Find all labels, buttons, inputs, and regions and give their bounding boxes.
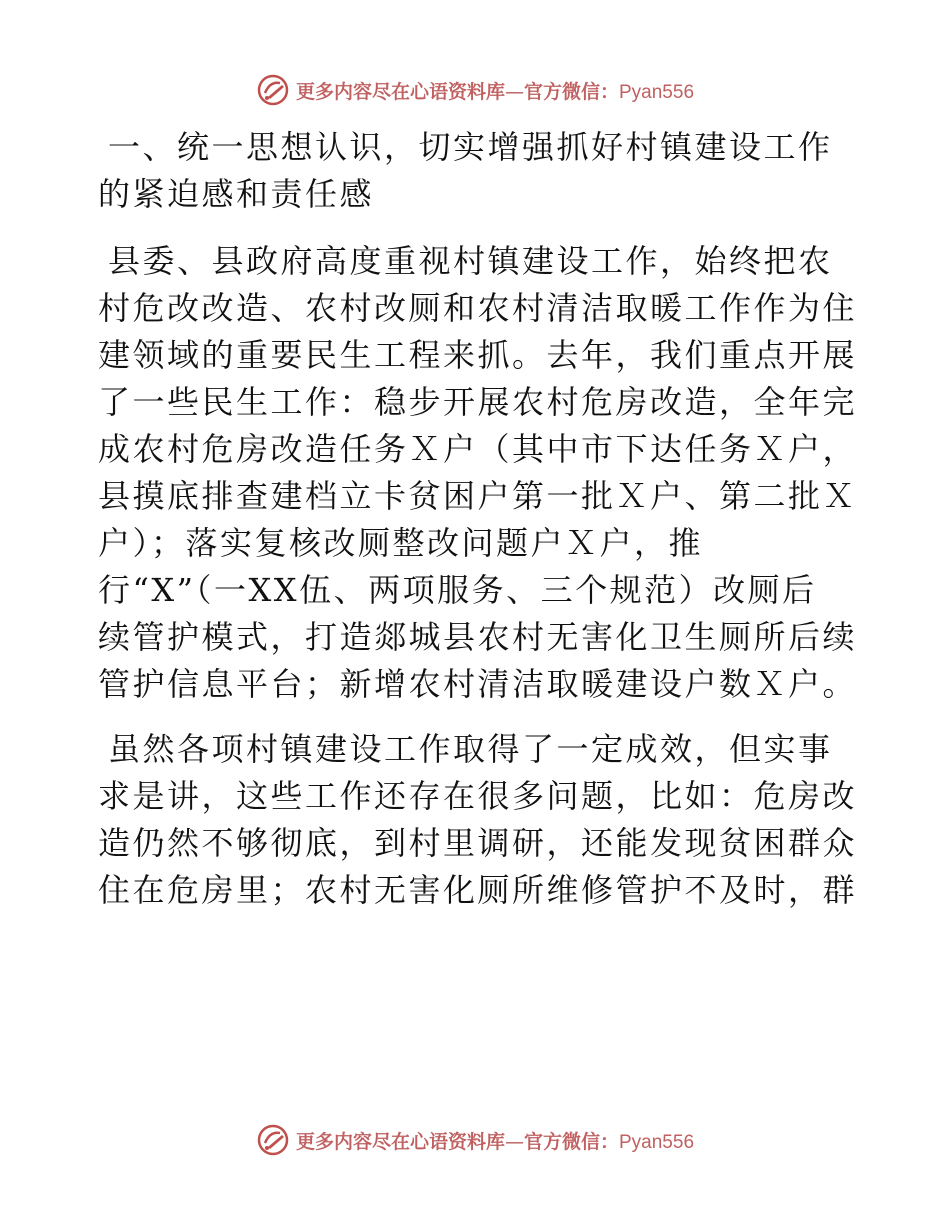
section-heading	[98, 124, 858, 218]
heading-line: 一、统一思想认识，切实增强抓好村镇建设工作	[108, 128, 833, 166]
document-body	[98, 124, 858, 932]
header-banner	[0, 70, 950, 110]
footer-brand-text: 更多内容尽在心语资料库	[295, 1130, 505, 1153]
paragraph-line: 了一些民生工作：稳步开展农村危房改造，全年完	[98, 383, 858, 421]
footer-separator: —	[504, 1130, 524, 1153]
paragraph-2	[98, 726, 858, 914]
header-banner-text	[296, 77, 694, 104]
header-wechat-account: Pyan556	[619, 81, 695, 103]
paragraph-line: 成农村危房改造任务Ｘ户（其中市下达任务Ｘ户，	[98, 430, 858, 468]
paragraph-1	[98, 238, 858, 708]
paragraph-line: 建领域的重要民生工程来抓。去年，我们重点开展	[98, 336, 858, 374]
header-wechat-label: 官方微信：	[523, 80, 619, 103]
footer-banner	[0, 1120, 950, 1160]
paragraph-line: 住在危房里；农村无害化厕所维修管护不及时，群	[98, 871, 858, 909]
paragraph-line: 造仍然不够彻底，到村里调研，还能发现贫困群众	[98, 824, 858, 862]
paragraph-line: 行“X”（一XX伍、两项服务、三个规范）改厕后	[98, 571, 817, 609]
paragraph-line: 户）；落实复核改厕整改问题户Ｘ户，推	[98, 524, 704, 562]
header-separator: —	[504, 80, 524, 103]
footer-banner-text	[296, 1127, 694, 1154]
brand-logo-icon	[256, 73, 290, 107]
brand-logo-icon	[256, 1123, 290, 1157]
paragraph-line: 县委、县政府高度重视村镇建设工作，始终把农	[108, 242, 833, 280]
paragraph-line: 虽然各项村镇建设工作取得了一定成效，但实事	[108, 730, 833, 768]
footer-wechat-account: Pyan556	[619, 1131, 695, 1153]
paragraph-line: 县摸底排查建档立卡贫困户第一批Ｘ户、第二批Ｘ	[98, 477, 858, 515]
header-brand-text: 更多内容尽在心语资料库	[295, 80, 505, 103]
footer-wechat-label: 官方微信：	[523, 1130, 619, 1153]
paragraph-line: 求是讲，这些工作还存在很多问题，比如：危房改	[98, 777, 858, 815]
paragraph-line: 管护信息平台；新增农村清洁取暖建设户数Ｘ户。	[98, 665, 858, 703]
paragraph-line: 续管护模式，打造郯城县农村无害化卫生厕所后续	[98, 618, 858, 656]
heading-line: 的紧迫感和责任感	[98, 175, 375, 213]
paragraph-line: 村危改改造、农村改厕和农村清洁取暖工作作为住	[98, 289, 858, 327]
